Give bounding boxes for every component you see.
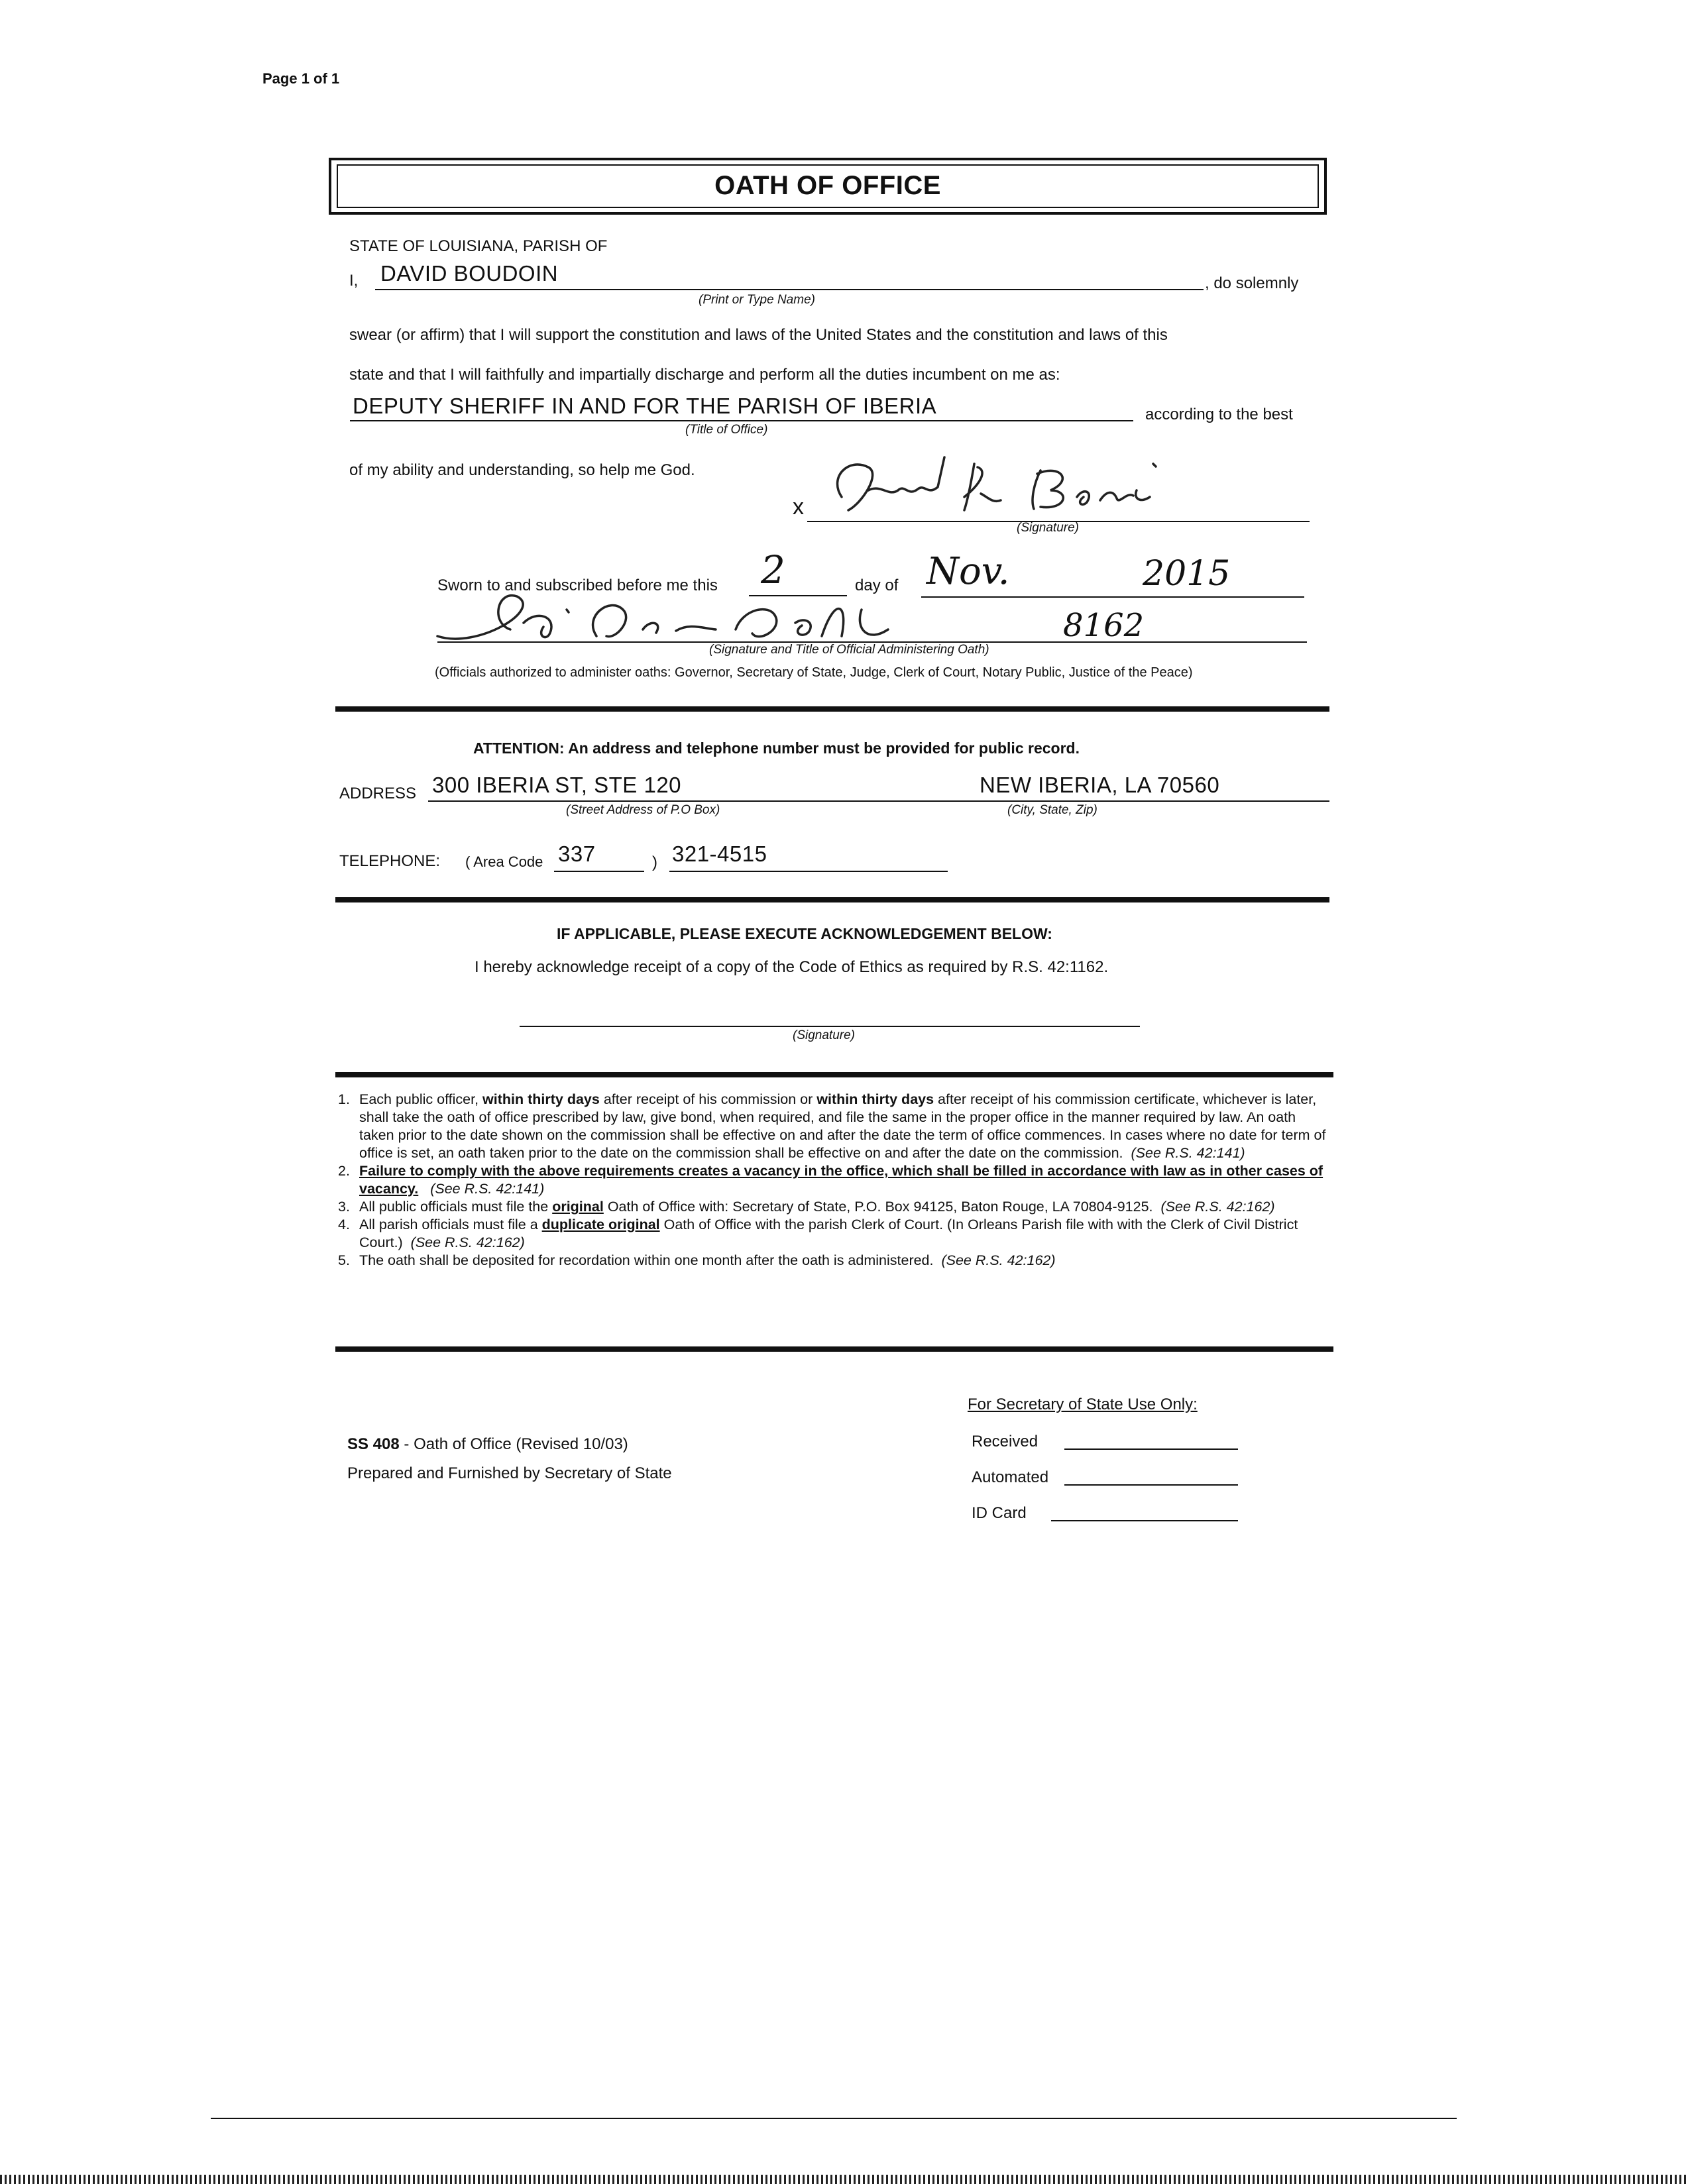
area-code-underline xyxy=(554,871,644,872)
divider-4 xyxy=(335,1346,1333,1352)
official-caption: (Signature and Title of Official Administering Oath) xyxy=(709,643,989,657)
sworn-label: Sworn to and subscribed before me this xyxy=(437,576,718,594)
received-field[interactable] xyxy=(1064,1448,1238,1450)
day-of-label: day of xyxy=(855,576,899,594)
office-underline xyxy=(350,420,1133,421)
do-solemnly-label: , do solemnly xyxy=(1205,274,1299,292)
sworn-day[interactable]: 2 xyxy=(761,547,785,592)
close-paren: ) xyxy=(652,853,657,871)
divider-2 xyxy=(335,897,1329,902)
bottom-rule xyxy=(211,2118,1457,2119)
name-caption: (Print or Type Name) xyxy=(699,293,815,307)
ack-heading: IF APPLICABLE, PLEASE EXECUTE ACKNOWLEDGEMENT BELOW: xyxy=(557,925,1052,942)
divider-3 xyxy=(335,1072,1333,1077)
officials-note: (Officials authorized to administer oaths: Governor, Secretary of State, Judge, Clerk of Court, Notary Public, Justice of the Peace) xyxy=(435,665,1193,680)
phone-underline xyxy=(669,871,948,872)
notes-list xyxy=(338,1091,1332,1270)
sworn-month[interactable]: Nov. xyxy=(927,550,1010,593)
form-id: SS 408 xyxy=(347,1435,400,1453)
oath-signature xyxy=(822,451,1166,523)
ack-signature-caption: (Signature) xyxy=(793,1028,855,1042)
address-label: ADDRESS xyxy=(339,785,417,802)
title-box xyxy=(329,158,1327,215)
signature-caption: (Signature) xyxy=(1017,521,1079,535)
sos-use-heading: For Secretary of State Use Only: xyxy=(968,1395,1198,1413)
page-label: Page 1 of 1 xyxy=(262,70,340,87)
office-caption: (Title of Office) xyxy=(685,423,768,437)
id-card-label: ID Card xyxy=(972,1504,1027,1522)
prepared-by: Prepared and Furnished by Secretary of State xyxy=(347,1464,672,1482)
form-desc: - Oath of Office (Revised 10/03) xyxy=(399,1435,628,1453)
phone-field[interactable]: 321-4515 xyxy=(672,842,767,866)
automated-label: Automated xyxy=(972,1468,1049,1486)
note-5: 5. The oath shall be deposited for recordation within one month after the oath is administered. (See R.S. 42:162) xyxy=(338,1252,1056,1268)
ability-text: of my ability and understanding, so help me God. xyxy=(349,461,695,479)
name-underline xyxy=(375,289,1204,290)
office-field[interactable]: DEPUTY SHERIFF IN AND FOR THE PARISH OF IBERIA xyxy=(353,394,937,418)
address-caption: (Street Address of P.O Box) xyxy=(566,803,720,817)
note-1: 1. Each public officer, within thirty days after receipt of his commission or within thirty days after receipt of his commission certificate, whichever is later, shall take the oath of office prescribed by law, give bond, when required, and file the same in the proper office in the manner required by law. An oath taken prior to the date shown on the commission shall be effective on and after the date the term of office commences. In cases where no date for term of office is set, an oath taken prior to the date on the commission shall be effective on and after the date on the commission. (See R.S. 42:141) xyxy=(338,1091,1326,1161)
sworn-year[interactable]: 2015 xyxy=(1143,554,1231,594)
city-field[interactable]: NEW IBERIA, LA 70560 xyxy=(980,773,1220,797)
note-4: 4. All parish officials must file a duplicate original Oath of Office with the parish Clerk of Court. (In Orleans Parish file with with the Clerk of Civil District Court.) (See R.S. 42:162) xyxy=(338,1217,1298,1250)
i-label: I, xyxy=(349,272,359,290)
area-code-label: ( Area Code xyxy=(465,853,543,870)
scan-edge xyxy=(0,2175,1686,2184)
x-mark: x xyxy=(793,494,804,519)
ack-text: I hereby acknowledge receipt of a copy of the Code of Ethics as required by R.S. 42:1162. xyxy=(475,958,1109,976)
received-label: Received xyxy=(972,1433,1039,1450)
form-id-line xyxy=(347,1435,628,1454)
automated-field[interactable] xyxy=(1064,1484,1238,1486)
attention-text: ATTENTION: An address and telephone number must be provided for public record. xyxy=(473,739,1080,757)
state-parish-label: STATE OF LOUISIANA, PARISH OF xyxy=(349,237,608,255)
according-label: according to the best xyxy=(1145,406,1293,423)
divider-1 xyxy=(335,706,1329,712)
official-number[interactable]: 8162 xyxy=(1063,607,1145,644)
state-text: state and that I will faithfully and impartially discharge and perform all the duties incumbent on me as: xyxy=(349,366,1060,384)
name-field[interactable]: DAVID BOUDOIN xyxy=(380,261,559,286)
telephone-label: TELEPHONE: xyxy=(339,852,441,870)
id-card-field[interactable] xyxy=(1051,1520,1238,1521)
city-caption: (City, State, Zip) xyxy=(1007,803,1097,817)
area-code-field[interactable]: 337 xyxy=(558,842,596,866)
ack-signature-line xyxy=(520,1026,1140,1027)
form-title: OATH OF OFFICE xyxy=(714,171,941,200)
note-2: 2. Failure to comply with the above requirements creates a vacancy in the office, which shall be filled in accordance with law as in other cases of vacancy. (See R.S. 42:141) xyxy=(338,1163,1323,1197)
address-underline xyxy=(428,800,1329,802)
note-3: 3. All public officials must file the original Oath of Office with: Secretary of State, P.O. Box 94125, Baton Rouge, LA 70804-9125. (See R.S. 42:162) xyxy=(338,1199,1275,1215)
swear-text: swear (or affirm) that I will support the constitution and laws of the United States and the constitution and laws of this xyxy=(349,326,1168,344)
address-field[interactable]: 300 IBERIA ST, STE 120 xyxy=(432,773,682,797)
